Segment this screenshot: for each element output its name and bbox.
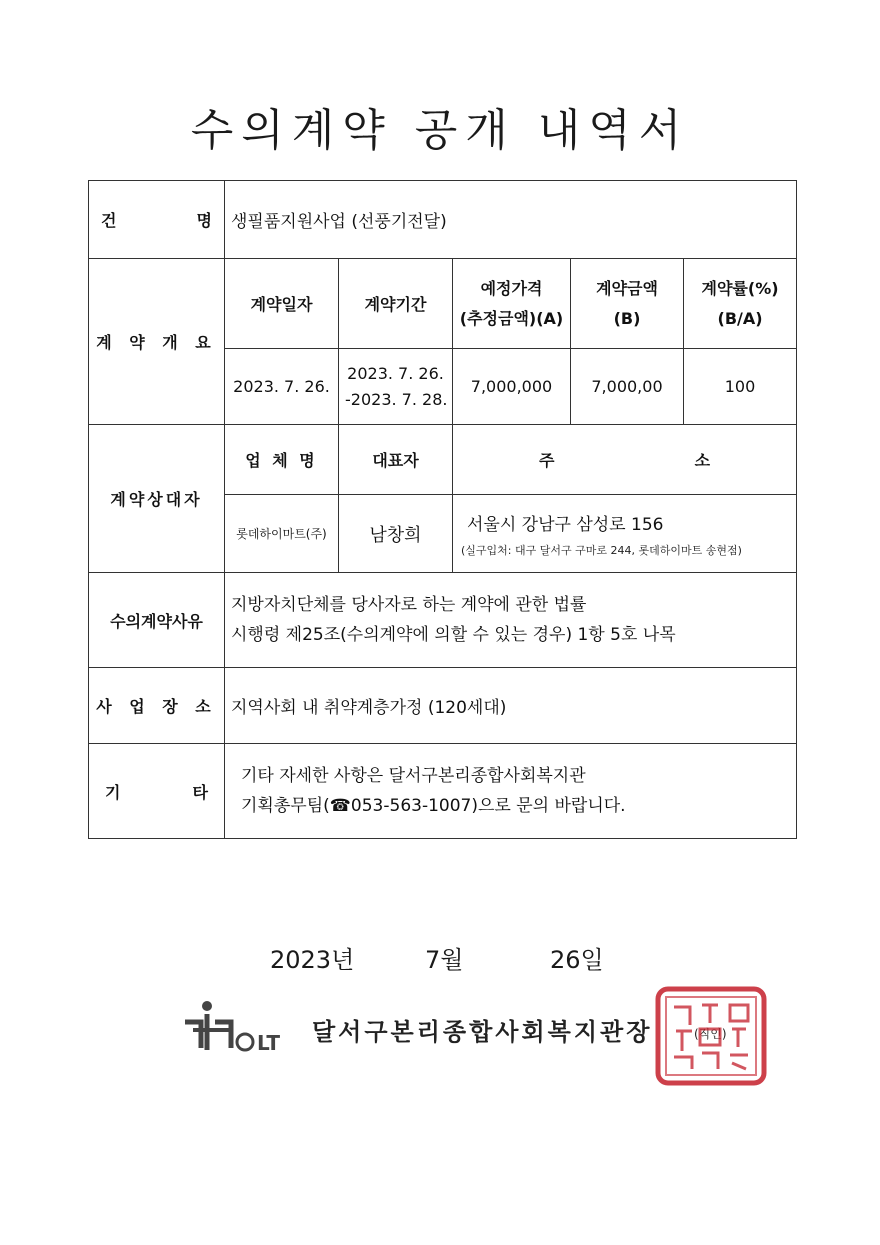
address-value xyxy=(453,495,797,573)
contract-date-value: 2023. 7. 26. xyxy=(225,349,339,425)
site-value: 지역사회 내 취약계층가정 (120세대) xyxy=(225,668,797,744)
reason-row xyxy=(89,573,797,668)
representative-header: 대표자 xyxy=(339,425,453,495)
address-header-b: 소 xyxy=(694,451,711,470)
overview-header-row xyxy=(89,259,797,349)
rate-header-line1: 계약률(%) xyxy=(701,278,779,298)
representative-value: 남창희 xyxy=(339,495,453,573)
seal-note: (직인) xyxy=(694,1027,727,1041)
site-label: 사 업 장 소 xyxy=(89,668,225,744)
counterparty-header-row xyxy=(89,425,797,495)
reason-line-2: 시행령 제25조(수의계약에 의할 수 있는 경우) 1항 5호 나목 xyxy=(231,625,676,645)
contract-rate-header xyxy=(684,259,797,349)
reason-value xyxy=(225,573,797,668)
issue-day: 26일 xyxy=(550,946,604,974)
estimated-header-line2: (추정금액)(A) xyxy=(459,308,564,328)
contract-table xyxy=(88,180,797,839)
estimated-price-header xyxy=(453,259,571,349)
address-note: (실구입처: 대구 달서구 구마로 244, 롯데하이마트 송현점) xyxy=(461,543,742,557)
etc-label-a: 기 xyxy=(105,782,121,802)
reason-label: 수의계약사유 xyxy=(89,573,225,668)
address-header-a: 주 xyxy=(539,451,555,470)
contract-period-value xyxy=(339,349,453,425)
organization-logo xyxy=(185,1000,295,1058)
estimated-header-line1: 예정가격 xyxy=(480,278,543,298)
etc-label-b: 타 xyxy=(192,782,208,802)
etc-line-2: 기획총무팀(☎053-563-1007)으로 문의 바랍니다. xyxy=(241,796,626,816)
organization-name: 달서구본리종합사회복지관장 xyxy=(312,1018,653,1046)
company-value: 롯데하이마트(주) xyxy=(225,495,339,573)
reason-line-1: 지방자치단체를 당사자로 하는 계약에 관한 법률 xyxy=(231,595,587,615)
etc-line-1: 기타 자세한 사항은 달서구본리종합사회복지관 xyxy=(241,766,586,786)
name-row xyxy=(89,181,797,259)
address-header xyxy=(453,425,797,495)
amount-header-line2: (B) xyxy=(613,308,641,328)
address-main: 서울시 강남구 삼성로 156 xyxy=(467,514,664,535)
etc-row xyxy=(89,744,797,839)
overview-label: 계 약 개 요 xyxy=(89,259,225,425)
name-label-b: 명 xyxy=(196,211,212,230)
period-start: 2023. 7. 26. xyxy=(347,363,444,383)
name-label-a: 건 xyxy=(101,211,117,230)
name-label xyxy=(89,181,225,259)
etc-value xyxy=(225,744,797,839)
site-row xyxy=(89,668,797,744)
project-name: 생필품지원사업 (선풍기전달) xyxy=(225,181,797,259)
issue-month: 7월 xyxy=(425,946,464,974)
contract-rate-value: 100 xyxy=(684,349,797,425)
counterparty-label: 계약상대자 xyxy=(89,425,225,573)
logo-text: LT xyxy=(257,1031,281,1055)
amount-header-line1: 계약금액 xyxy=(596,278,658,298)
etc-label xyxy=(89,744,225,839)
document-title: 수의계약 공개 내역서 xyxy=(190,105,690,156)
contract-amount-header xyxy=(571,259,684,349)
company-header: 업 체 명 xyxy=(225,425,339,495)
official-seal xyxy=(652,985,770,1087)
contract-period-header: 계약기간 xyxy=(339,259,453,349)
rate-header-line2: (B/A) xyxy=(717,308,763,328)
estimated-price-value: 7,000,000 xyxy=(453,349,571,425)
period-end: -2023. 7. 28. xyxy=(345,389,448,409)
issue-year: 2023년 xyxy=(270,946,355,974)
contract-date-header: 계약일자 xyxy=(225,259,339,349)
contract-amount-value: 7,000,00 xyxy=(571,349,684,425)
